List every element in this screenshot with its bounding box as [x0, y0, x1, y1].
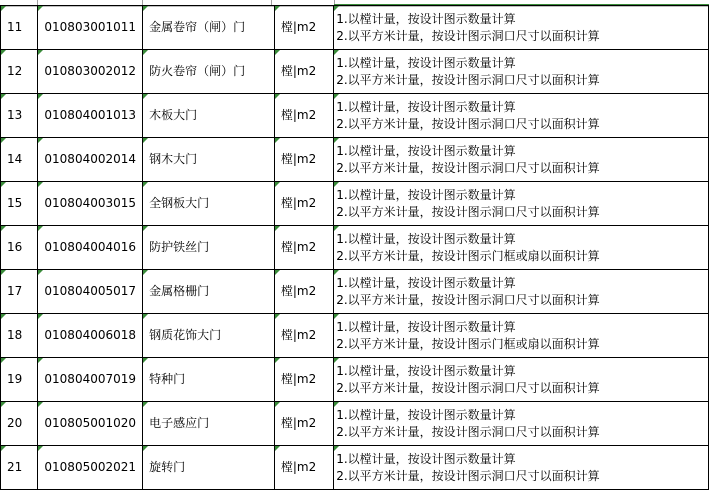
cell-unit[interactable]: [274, 446, 333, 490]
cell-code[interactable]: [38, 402, 143, 446]
cell-unit[interactable]: [274, 50, 333, 94]
cell-name-text: 金属卷帘（闸）门: [149, 20, 246, 34]
rule-line-2: 2.以平方米计量，按设计图示洞口尺寸以面积计算: [336, 292, 600, 307]
comment-marker-icon: [1, 138, 6, 143]
cell-name[interactable]: [143, 182, 275, 226]
cell-unit-text: 樘|m2: [280, 152, 317, 166]
cell-number[interactable]: [1, 182, 38, 226]
table-row: [1, 226, 709, 270]
table-row: [1, 314, 709, 358]
comment-marker-icon: [334, 446, 339, 451]
cell-unit-text: 樘|m2: [280, 328, 317, 342]
comment-marker-icon: [143, 446, 148, 451]
table-row: [1, 138, 709, 182]
cell-unit-text: 樘|m2: [280, 372, 317, 386]
comment-marker-icon: [38, 138, 43, 143]
comment-marker-icon: [143, 314, 148, 319]
comment-marker-icon: [38, 446, 43, 451]
comment-marker-icon: [143, 6, 148, 11]
cell-code-text: 010804006018: [44, 328, 137, 342]
rule-line-2: 2.以平方米计量，按设计图示洞口尺寸以面积计算: [336, 380, 600, 395]
cell-name-text: 金属格栅门: [149, 284, 210, 298]
cell-code[interactable]: [38, 358, 143, 402]
cell-name-text: 旋转门: [149, 460, 186, 474]
rule-line-2: 2.以平方米计量，按设计图示洞口尺寸以面积计算: [336, 160, 600, 175]
table-row: [1, 402, 709, 446]
cell-name[interactable]: [143, 446, 275, 490]
comment-marker-icon: [334, 358, 339, 363]
cell-name-text: 防护铁丝门: [149, 240, 210, 254]
cell-code[interactable]: [38, 138, 143, 182]
cell-rule[interactable]: [334, 270, 709, 314]
rule-line-1: 1.以樘计量，按设计图示数量计算: [336, 363, 516, 378]
table-body: [1, 6, 709, 490]
cell-number[interactable]: [1, 138, 38, 182]
cell-name-text: 钢木大门: [149, 152, 198, 166]
cell-name-text: 木板大门: [149, 108, 198, 122]
cell-unit-text: 樘|m2: [280, 64, 317, 78]
rule-line-1: 1.以樘计量，按设计图示数量计算: [336, 275, 516, 290]
comment-marker-icon: [143, 50, 148, 55]
cell-number-text: 14: [7, 152, 23, 166]
rule-line-1: 1.以樘计量，按设计图示数量计算: [336, 143, 516, 158]
comment-marker-icon: [334, 6, 339, 11]
cell-name-text: 全钢板大门: [149, 196, 210, 210]
comment-marker-icon: [38, 182, 43, 187]
cell-name[interactable]: [143, 94, 275, 138]
rule-line-1: 1.以樘计量，按设计图示数量计算: [336, 99, 516, 114]
comment-marker-icon: [334, 182, 339, 187]
comment-marker-icon: [334, 402, 339, 407]
cell-code-text: 010805001020: [44, 416, 137, 430]
cell-number-text: 15: [7, 196, 23, 210]
cell-number[interactable]: [1, 50, 38, 94]
cell-rule[interactable]: [334, 226, 709, 270]
comment-marker-icon: [1, 182, 6, 187]
rule-line-2: 2.以平方米计量，按设计图示洞口尺寸以面积计算: [336, 28, 600, 43]
cell-code[interactable]: [38, 6, 143, 50]
comment-marker-icon: [275, 182, 280, 187]
cell-number[interactable]: [1, 94, 38, 138]
comment-marker-icon: [38, 402, 43, 407]
rule-line-1: 1.以樘计量，按设计图示数量计算: [336, 319, 516, 334]
cell-rule[interactable]: [334, 6, 709, 50]
table-row: [1, 270, 709, 314]
cell-code[interactable]: [38, 270, 143, 314]
comment-marker-icon: [334, 138, 339, 143]
comment-marker-icon: [275, 94, 280, 99]
cell-number[interactable]: [1, 6, 38, 50]
comment-marker-icon: [1, 6, 6, 11]
cell-number[interactable]: [1, 358, 38, 402]
comment-marker-icon: [275, 402, 280, 407]
cell-name[interactable]: [143, 226, 275, 270]
rule-line-2: 2.以平方米计量，按设计图示门框或扇以面积计算: [336, 336, 600, 351]
comment-marker-icon: [1, 314, 6, 319]
cell-rule[interactable]: [334, 358, 709, 402]
cell-code[interactable]: [38, 182, 143, 226]
cell-rule[interactable]: [334, 182, 709, 226]
cell-code[interactable]: [38, 50, 143, 94]
cell-unit[interactable]: [274, 402, 333, 446]
table-row: [1, 358, 709, 402]
comment-marker-icon: [38, 270, 43, 275]
comment-marker-icon: [334, 50, 339, 55]
table-row: [1, 50, 709, 94]
comment-marker-icon: [143, 358, 148, 363]
rule-line-2: 2.以平方米计量，按设计图示洞口尺寸以面积计算: [336, 72, 600, 87]
comment-marker-icon: [275, 270, 280, 275]
comment-marker-icon: [38, 226, 43, 231]
cell-code[interactable]: [38, 94, 143, 138]
cell-number-text: 20: [7, 416, 23, 430]
comment-marker-icon: [334, 314, 339, 319]
cell-number-text: 17: [7, 284, 23, 298]
table-row: [1, 94, 709, 138]
cell-number[interactable]: [1, 226, 38, 270]
cell-unit-text: 樘|m2: [280, 416, 317, 430]
cell-code-text: 010804004016: [44, 240, 137, 254]
table-row: [1, 182, 709, 226]
cell-unit[interactable]: [274, 270, 333, 314]
comment-marker-icon: [1, 50, 6, 55]
cell-name[interactable]: [143, 6, 275, 50]
cell-number[interactable]: [1, 402, 38, 446]
cell-unit[interactable]: [274, 314, 333, 358]
comment-marker-icon: [275, 226, 280, 231]
cell-name-text: 防火卷帘（闸）门: [149, 64, 246, 78]
table-row: [1, 6, 709, 50]
cell-code-text: 010804003015: [44, 196, 137, 210]
comment-marker-icon: [1, 402, 6, 407]
cell-unit[interactable]: [274, 6, 333, 50]
cell-number-text: 16: [7, 240, 23, 254]
comment-marker-icon: [38, 314, 43, 319]
comment-marker-icon: [1, 358, 6, 363]
cell-rule[interactable]: [334, 402, 709, 446]
cell-name[interactable]: [143, 314, 275, 358]
comment-marker-icon: [275, 6, 280, 11]
cell-number[interactable]: [1, 446, 38, 490]
cell-number[interactable]: [1, 314, 38, 358]
rule-line-2: 2.以平方米计量，按设计图示洞口尺寸以面积计算: [336, 116, 600, 131]
comment-marker-icon: [38, 358, 43, 363]
cell-code-text: 010804005017: [44, 284, 137, 298]
comment-marker-icon: [1, 446, 6, 451]
cell-unit-text: 樘|m2: [280, 460, 317, 474]
comment-marker-icon: [275, 314, 280, 319]
rule-line-2: 2.以平方米计量，按设计图示洞口尺寸以面积计算: [336, 468, 600, 483]
comment-marker-icon: [143, 94, 148, 99]
cell-number-text: 19: [7, 372, 23, 386]
comment-marker-icon: [275, 50, 280, 55]
cell-unit-text: 樘|m2: [280, 240, 317, 254]
comment-marker-icon: [334, 94, 339, 99]
cell-rule[interactable]: [334, 94, 709, 138]
rule-line-1: 1.以樘计量，按设计图示数量计算: [336, 231, 516, 246]
comment-marker-icon: [275, 358, 280, 363]
rule-line-1: 1.以樘计量，按设计图示数量计算: [336, 11, 516, 26]
rule-line-2: 2.以平方米计量，按设计图示洞口尺寸以面积计算: [336, 424, 600, 439]
comment-marker-icon: [1, 270, 6, 275]
comment-marker-icon: [143, 138, 148, 143]
cell-rule[interactable]: [334, 446, 709, 490]
cell-rule[interactable]: [334, 50, 709, 94]
rule-line-1: 1.以樘计量，按设计图示数量计算: [336, 187, 516, 202]
rule-line-1: 1.以樘计量，按设计图示数量计算: [336, 55, 516, 70]
rules-table: [0, 5, 709, 490]
cell-number[interactable]: [1, 270, 38, 314]
rule-line-1: 1.以樘计量，按设计图示数量计算: [336, 451, 516, 466]
comment-marker-icon: [275, 446, 280, 451]
comment-marker-icon: [38, 94, 43, 99]
cell-unit[interactable]: [274, 182, 333, 226]
cell-unit[interactable]: [274, 94, 333, 138]
comment-marker-icon: [143, 182, 148, 187]
cell-number-text: 12: [7, 64, 23, 78]
cell-unit-text: 樘|m2: [280, 284, 317, 298]
comment-marker-icon: [1, 226, 6, 231]
cell-code-text: 010803002012: [44, 64, 137, 78]
cell-unit[interactable]: [274, 138, 333, 182]
comment-marker-icon: [38, 6, 43, 11]
comment-marker-icon: [143, 402, 148, 407]
cell-unit-text: 樘|m2: [280, 108, 317, 122]
comment-marker-icon: [334, 226, 339, 231]
cell-name[interactable]: [143, 50, 275, 94]
cell-rule[interactable]: [334, 314, 709, 358]
cell-name[interactable]: [143, 402, 275, 446]
cell-name-text: 电子感应门: [149, 416, 210, 430]
cell-code-text: 010803001011: [44, 20, 137, 34]
comment-marker-icon: [275, 138, 280, 143]
cell-code-text: 010804001013: [44, 108, 137, 122]
cell-name-text: 特种门: [149, 372, 186, 386]
comment-marker-icon: [143, 270, 148, 275]
cell-code[interactable]: [38, 446, 143, 490]
cell-unit-text: 樘|m2: [280, 20, 317, 34]
rule-line-1: 1.以樘计量，按设计图示数量计算: [336, 407, 516, 422]
cell-name[interactable]: [143, 270, 275, 314]
rule-line-2: 2.以平方米计量，按设计图示洞口尺寸以面积计算: [336, 204, 600, 219]
cell-unit[interactable]: [274, 226, 333, 270]
cell-code-text: 010804007019: [44, 372, 137, 386]
comment-marker-icon: [1, 94, 6, 99]
cell-code-text: 010805002021: [44, 460, 137, 474]
cell-number-text: 21: [7, 460, 23, 474]
comment-marker-icon: [143, 226, 148, 231]
cell-rule[interactable]: [334, 138, 709, 182]
cell-code[interactable]: [38, 226, 143, 270]
cell-code-text: 010804002014: [44, 152, 137, 166]
cell-name-text: 钢质花饰大门: [149, 328, 222, 342]
table-row: [1, 446, 709, 490]
cell-unit[interactable]: [274, 358, 333, 402]
cell-unit-text: 樘|m2: [280, 196, 317, 210]
comment-marker-icon: [334, 270, 339, 275]
cell-name[interactable]: [143, 138, 275, 182]
comment-marker-icon: [38, 50, 43, 55]
cell-name[interactable]: [143, 358, 275, 402]
cell-number-text: 18: [7, 328, 23, 342]
rule-line-2: 2.以平方米计量，按设计图示门框或扇以面积计算: [336, 248, 600, 263]
cell-number-text: 13: [7, 108, 23, 122]
cell-number-text: 11: [7, 20, 23, 34]
cell-code[interactable]: [38, 314, 143, 358]
